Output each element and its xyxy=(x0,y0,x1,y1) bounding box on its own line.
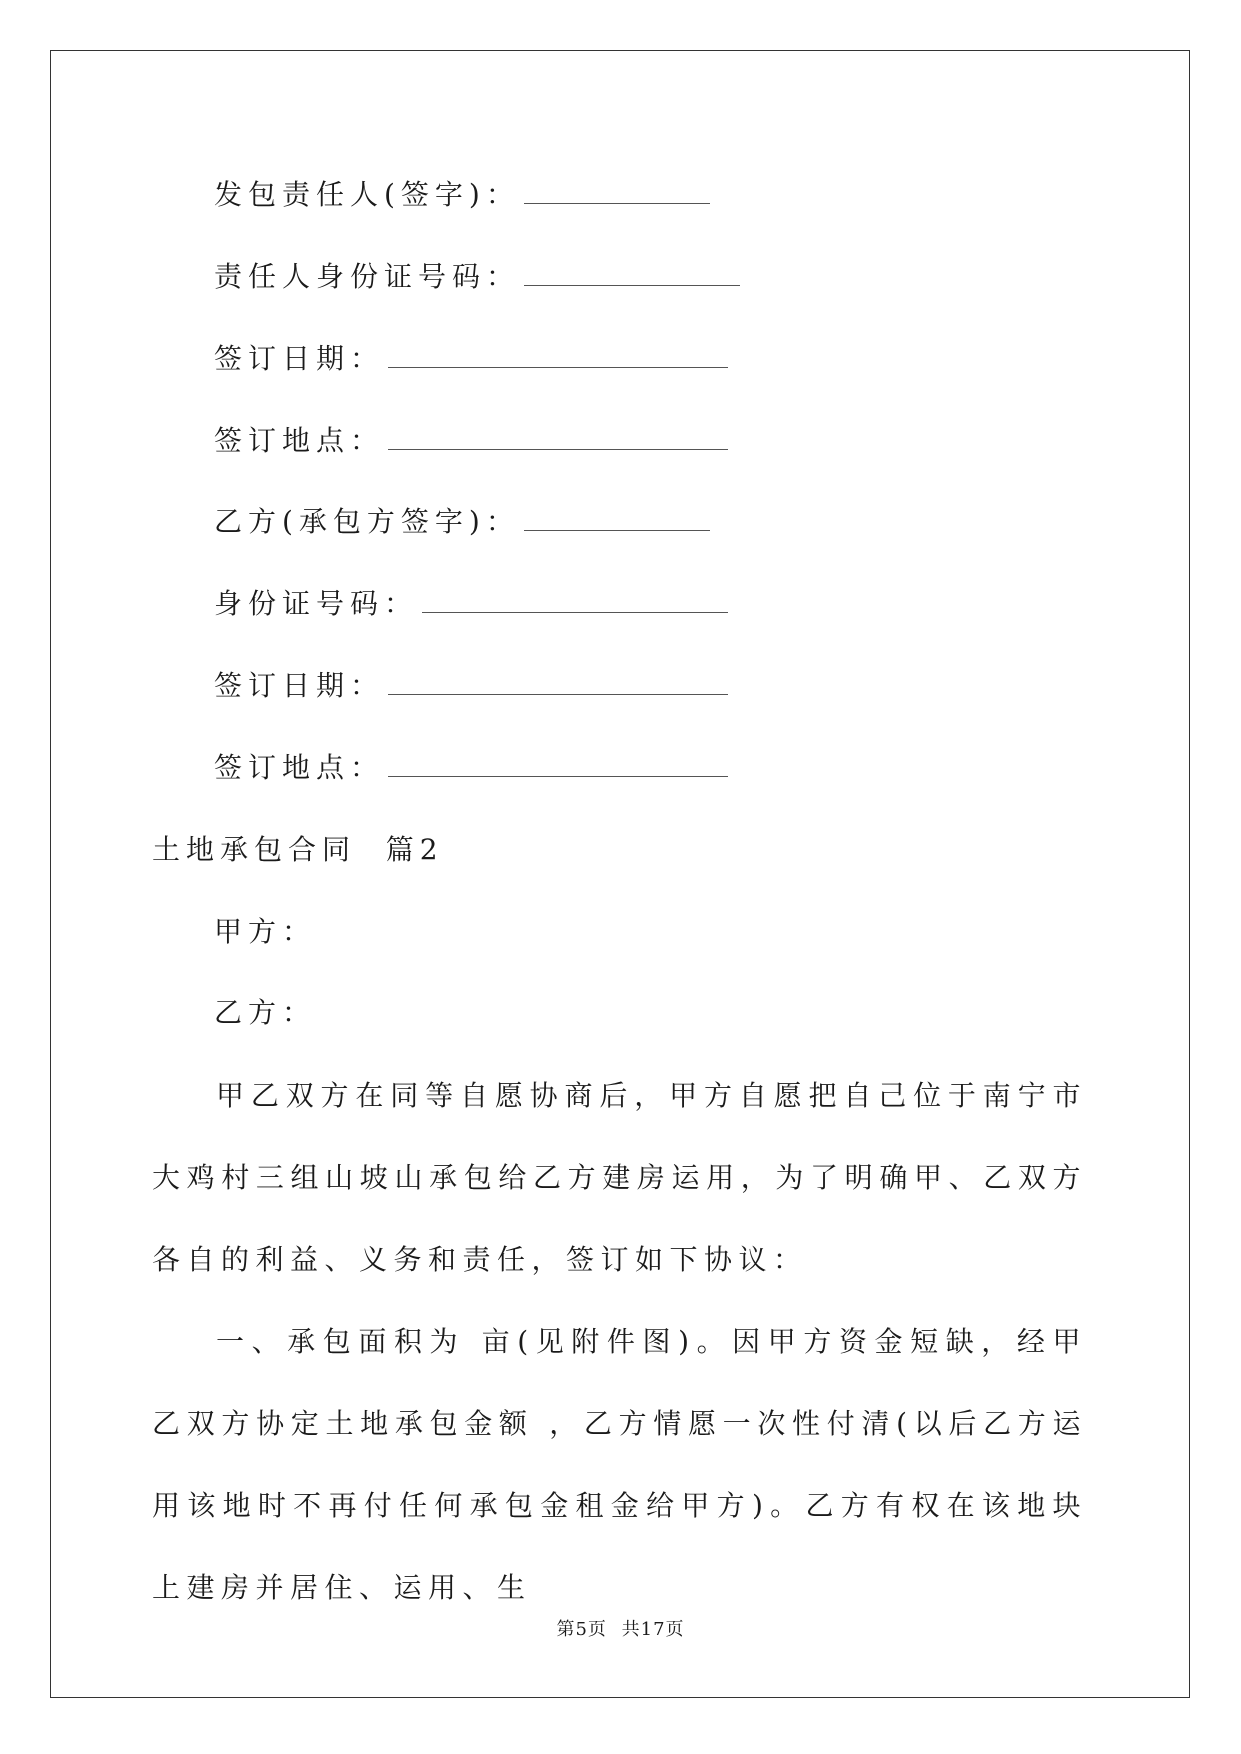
blank-underline[interactable] xyxy=(388,668,728,695)
field-label: 责任人身份证号码： xyxy=(214,260,521,293)
blank-underline[interactable] xyxy=(524,259,740,286)
signature-line-place-b xyxy=(214,748,728,788)
field-label: 签订地点： xyxy=(214,424,385,457)
page-footer xyxy=(0,1618,1241,1642)
blank-underline[interactable] xyxy=(524,177,710,204)
blank-underline[interactable] xyxy=(524,504,710,531)
field-label: 身份证号码： xyxy=(214,587,419,620)
blank-underline[interactable] xyxy=(388,423,728,450)
field-label: 发包责任人(签字)： xyxy=(214,178,520,211)
clause-1-paragraph: 一、承包面积为 亩(见附件图)。因甲方资金短缺，经甲乙双方协定土地承包金额 ，乙方情愿一次性付清(以后乙方运用该地时不再付任何承包金租金给甲方)。乙方有权在该地块上建房并居住、运用、生 xyxy=(152,1325,1087,1604)
blank-underline[interactable] xyxy=(422,586,728,613)
signature-line-party-b-id xyxy=(214,584,728,624)
party-b-label: 乙方： xyxy=(214,996,317,1029)
signature-line-party-b xyxy=(214,502,710,542)
signature-line-issuer xyxy=(214,175,710,215)
field-label: 签订地点： xyxy=(214,751,385,784)
party-a-label: 甲方： xyxy=(214,915,317,948)
field-label: 签订日期： xyxy=(214,342,385,375)
signature-line-issuer-id xyxy=(214,257,740,297)
signature-line-date-a xyxy=(214,339,728,379)
page-total: 共17页 xyxy=(621,1619,685,1640)
section-heading: 土地承包合同 篇2 xyxy=(152,833,444,866)
page-number: 第5页 xyxy=(556,1619,607,1640)
blank-underline[interactable] xyxy=(388,750,728,777)
signature-line-date-b xyxy=(214,666,728,706)
intro-paragraph: 甲乙双方在同等自愿协商后，甲方自愿把自己位于南宁市大鸡村三组山坡山承包给乙方建房运用，为了明确甲、乙双方各自的利益、义务和责任，签订如下协议： xyxy=(152,1079,1087,1276)
field-label: 签订日期： xyxy=(214,669,385,702)
field-label: 乙方(承包方签字)： xyxy=(214,505,520,538)
blank-underline[interactable] xyxy=(388,341,728,368)
signature-line-place-a xyxy=(214,421,728,461)
